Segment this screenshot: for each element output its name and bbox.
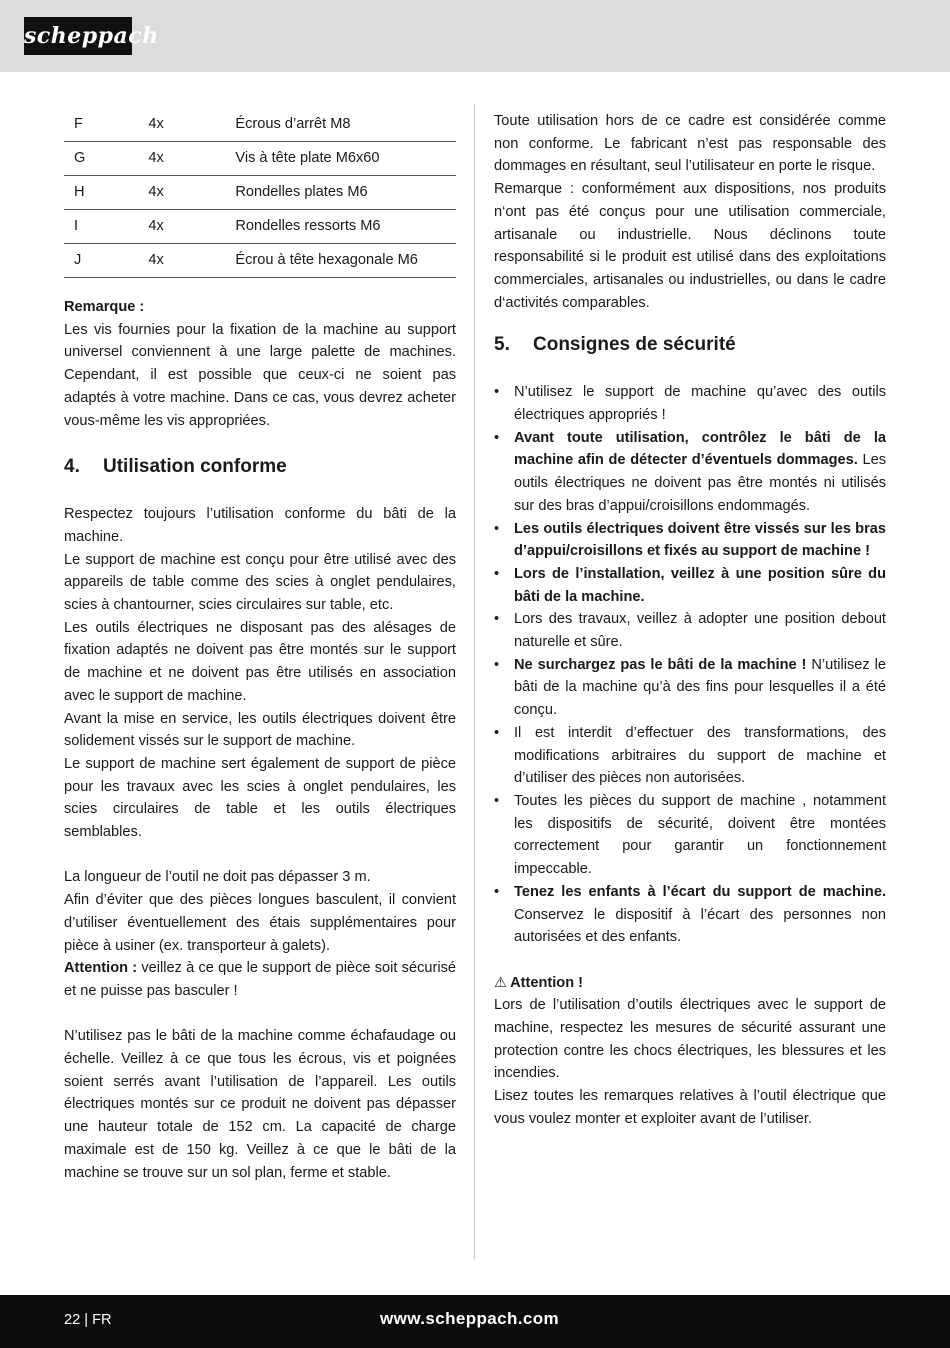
spacer — [64, 844, 456, 867]
part-letter: I — [64, 210, 85, 244]
paragraph: Lors de l’utilisation d’outils électriques avec le support de machine, respectez les mesures de sécurité assurant une protection contre les chocs électriques, les blessures et les incendies. — [494, 997, 886, 1082]
bullet-icon: • — [494, 883, 500, 900]
paragraph: Respectez toujours l’utilisation conforme du bâti de la machine. — [64, 506, 456, 545]
part-desc: Vis à tête plate M6x60 — [235, 142, 456, 176]
paragraph: Remarque : conformément aux dispositions, nos produits n‘ont pas été conçus pour une utilisation commerciale, artisanale ou industrielle. Nous déclinons toute responsabilité si le produit est utilisé dans des exploitations commerciales, artisanales ou industrielles, ou dans le cadre d‘activités comparables. — [494, 181, 886, 311]
section-number: 5. — [494, 334, 510, 356]
part-letter: J — [64, 244, 85, 278]
paragraph: Le support de machine est conçu pour être utilisé avec des appareils de table comme des scies à onglet pendulaires, scies à chantourner, scies circulaires sur table, etc. — [64, 551, 456, 614]
page-number: 22 | FR — [64, 1312, 112, 1328]
part-qty: 4x — [85, 108, 235, 142]
part-letter: H — [64, 176, 85, 210]
bullet-icon: • — [494, 724, 500, 741]
attention-heading — [494, 972, 886, 995]
right-column — [494, 110, 886, 1131]
list-item: • Lors de l’installation, veillez à une position sûre du bâti de la machine. — [494, 563, 886, 608]
part-desc: Rondelles plates M6 — [235, 176, 456, 210]
part-desc: Écrou à tête hexagonale M6 — [235, 244, 456, 278]
attention-label: Attention : — [64, 960, 138, 977]
attention-text: veillez à ce que le support de pièce soit sécurisé et ne puisse pas basculer ! — [64, 960, 457, 999]
page-header — [0, 0, 950, 72]
bullet-icon: • — [494, 792, 500, 809]
column-divider — [474, 104, 475, 1259]
table-row — [64, 108, 456, 142]
part-desc: Écrous d’arrêt M8 — [235, 108, 456, 142]
page-footer — [0, 1295, 950, 1348]
list-item: • Toutes les pièces du support de machine , notamment les dispositifs de sécurité, doivent être montées correctement pour garantir un fonctionnement impeccable. — [494, 790, 886, 881]
paragraph: Toute utilisation hors de ce cadre est considérée comme non conforme. Le fabricant n’est pas responsable des dommages en résultant, seul l’utilisateur en porte le risque. — [494, 113, 886, 175]
section-title: Utilisation conforme — [103, 456, 287, 478]
part-letter: G — [64, 142, 85, 176]
table-row — [64, 142, 456, 176]
attention-paragraph — [64, 957, 456, 1002]
part-qty: 4x — [85, 142, 235, 176]
list-item: • Il est interdit d’effectuer des transformations, des modifications arbitraires du support de machine et d’utiliser des pièces non autorisées. — [494, 722, 886, 790]
paragraph: N’utilisez pas le bâti de la machine comme échafaudage ou échelle. Veillez à ce que tous les écrous, vis et poignées soient serrés avant l’utilisation de l’appareil. Les outils électriques montés sur ce produit ne doivent pas dépasser une hauteur totale de 152 cm. La capacité de charge maximale est de 150 kg. Veillez à ce que le bâti de la machine se trouve sur un sol plan, ferme et stable. — [64, 1028, 456, 1181]
paragraph: Lisez toutes les remarques relatives à l’outil électrique que vous voulez monter et exploiter avant de l’utiliser. — [494, 1088, 886, 1127]
warning-icon: ⚠ — [494, 974, 508, 991]
bullet-icon: • — [494, 611, 500, 628]
table-row — [64, 244, 456, 278]
scheppach-logo: scheppach — [24, 17, 132, 55]
safety-list — [494, 381, 886, 949]
attention-title: Attention ! — [510, 974, 584, 991]
paragraph: Avant la mise en service, les outils électriques doivent être solidement vissés sur le support de machine. — [64, 710, 456, 750]
table-row — [64, 176, 456, 210]
part-qty: 4x — [85, 176, 235, 210]
table-row — [64, 210, 456, 244]
list-item: • Avant toute utilisation, contrôlez le bâti de la machine afin de détecter d’éventuels dommages. Les outils électriques ne doivent pas être montés ni utilisés sur des bras d’appui/croisillons endommagés. — [494, 427, 886, 518]
bullet-icon: • — [494, 656, 500, 673]
list-item: • Ne surchargez pas le bâti de la machine ! N’utilisez le bâti de la machine qu’à des fins pour lesquelles il a été conçu. — [494, 654, 886, 722]
paragraph: Les outils électriques ne disposant pas des alésages de fixation adaptés ne doivent pas être montés sur le support de machine et ne doivent pas être utilisés en association avec le support de machine. — [64, 619, 456, 704]
bullet-icon: • — [494, 520, 500, 537]
paragraph: Afin d’éviter que des pièces longues basculent, il convient d’utiliser éventuellement des étais supplémentaires pour pièce à usiner (ex. transporteur à galets). — [64, 892, 456, 954]
section-title: Consignes de sécurité — [533, 334, 736, 356]
paragraph: Le support de machine sert également de support de pièce pour les travaux avec les scies à onglet pendulaires, les scies circulaires de table et les outils électriques semblables. — [64, 755, 456, 841]
part-qty: 4x — [85, 210, 235, 244]
bullet-icon: • — [494, 565, 500, 582]
spacer — [494, 949, 886, 972]
part-qty: 4x — [85, 244, 235, 278]
left-column — [64, 108, 456, 1184]
part-letter: F — [64, 108, 85, 142]
section-5-heading — [494, 334, 886, 356]
section-4-heading — [64, 456, 456, 478]
spacer — [64, 1003, 456, 1026]
list-item: • Les outils électriques doivent être vissés sur les bras d’appui/croisillons et fixés au support de machine ! — [494, 518, 886, 563]
website-url: www.scheppach.com — [380, 1309, 560, 1328]
remarque-title: Remarque : — [64, 299, 145, 315]
bullet-icon: • — [494, 429, 500, 446]
list-item: • Lors des travaux, veillez à adopter une position debout naturelle et sûre. — [494, 608, 886, 653]
bullet-icon: • — [494, 384, 500, 401]
part-desc: Rondelles ressorts M6 — [235, 210, 456, 244]
list-item: • Tenez les enfants à l’écart du support de machine. Conservez le dispositif à l’écart des personnes non autorisées et des enfants. — [494, 881, 886, 949]
list-item: • N’utilisez le support de machine qu’avec des outils électriques appropriés ! — [494, 381, 886, 426]
parts-table — [64, 108, 456, 278]
section-number: 4. — [64, 456, 80, 478]
remarque-text: Les vis fournies pour la fixation de la machine au support universel conviennent à une large palette de machines. Cependant, il est possible que ceux-ci ne soient pas adaptés à votre machine. Dans ce cas, vous devrez acheter vous-même les vis appropriées. — [64, 321, 456, 429]
paragraph: La longueur de l’outil ne doit pas dépasser 3 m. — [64, 869, 371, 886]
